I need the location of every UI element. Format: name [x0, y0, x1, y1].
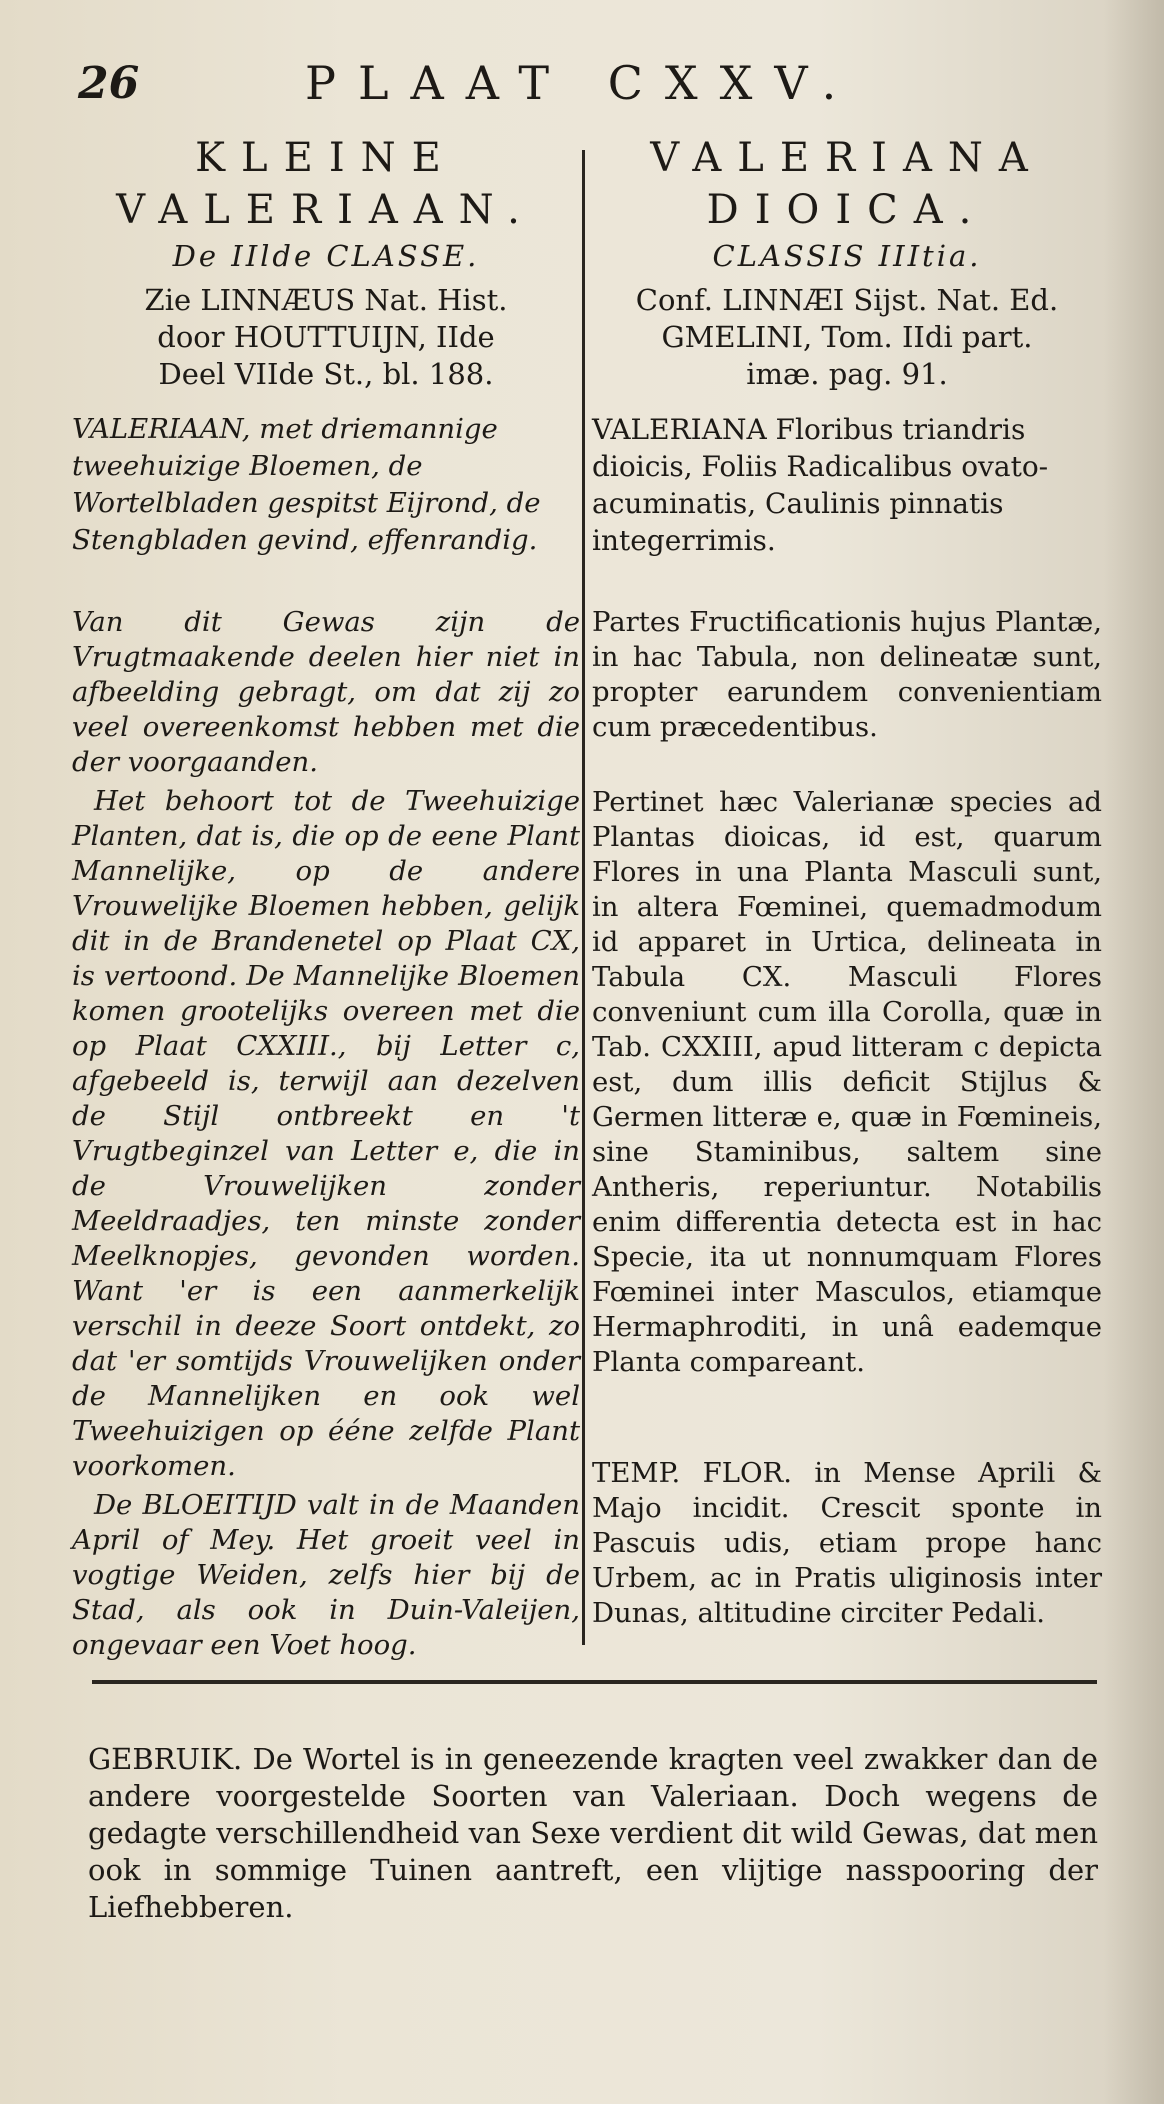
- latin-citation-1: Conf. LINNÆI Sijst. Nat. Ed.: [635, 283, 1059, 317]
- dutch-citation-1: Zie LINNÆUS Nat. Hist.: [144, 283, 508, 317]
- dutch-paragraph-3: De BLOEITIJD valt in de Maanden April of Mey. Het groeit veel in vogtige Weiden, zelfs hier bij de Stad, als ook in Duin-Valeijen, ongevaar een Voet hoog.: [72, 1489, 580, 1661]
- dutch-paragraph-1: Van dit Gewas zijn de Vrugtmaakende deelen hier niet in afbeelding gebragt, om dat zij zo veel overeenkomst hebben met die der voorgaanden.: [72, 606, 580, 778]
- column-divider: [582, 150, 585, 1645]
- page-edge-shadow: [1104, 0, 1164, 2104]
- latin-title-line-1: VALERIANA: [650, 135, 1044, 181]
- dutch-paragraph-2: Het behoort tot de Tweehuizige Planten, dat is, die op de eene Plant Mannelijke, op de andere Vrouwelijke Bloemen hebben, gelijk dit in de Brandenetel op Plaat CX, is vertoond. De Mannelijke Bloemen komen grootelijks overeen met die op Plaat CXXIII., bij Letter c, afgebeeld is, terwijl aan dezelven de Stijl ontbreekt en 't Vrugtbeginzel van Letter e, die in de Vrouwelijken zonder Meeldraadjes, ten minste zonder Meelknopjes, gevonden worden. Want 'er is een aanmerkelijk verschil in deeze Soort ontdekt, zo dat 'er somtijds Vrouwelijken onder de Mannelijken en ook wel Tweehuizigen op ééne zelfde Plant voorkomen.: [72, 785, 580, 1482]
- latin-citation-3: imæ. pag. 91.: [746, 357, 948, 391]
- dutch-title-line-1: KLEINE: [195, 135, 457, 181]
- latin-paragraph-3: TEMP. FLOR. in Mense Aprili & Majo incidit. Crescit sponte in Pascuis udis, etiam prope hanc Urbem, ac in Pratis uliginosis inter Dunas, altitudine circiter Pedali.: [592, 1457, 1102, 1629]
- page-number: 26: [78, 58, 140, 109]
- dutch-title-line-2: VALERIAAN.: [116, 187, 536, 233]
- dutch-diagnosis: VALERIAAN, met driemannige tweehuizige Bloemen, de Wortelbladen gespitst Eijrond, de Stengbladen gevind, effenrandig.: [72, 413, 541, 556]
- latin-class-line: CLASSIS IIItia.: [712, 239, 982, 273]
- dutch-column: [72, 132, 580, 1663]
- latin-paragraph-1: Partes Fructificationis hujus Plantæ, in hac Tabula, non delineatæ sunt, propter earundem convenientiam cum præcedentibus.: [592, 606, 1102, 743]
- latin-citation-2: GMELINI, Tom. IIdi part.: [661, 320, 1033, 354]
- footer-rule: [92, 1680, 1097, 1684]
- usage-note: GEBRUIK. De Wortel is in geneezende kragten veel zwakker dan de andere voorgestelde Soorten van Valeriaan. Doch wegens de gedagte verschillendheid van Sexe verdient dit wild Gewas, dat men ook in sommige Tuinen aantreft, een vlijtige nasspooring der Liefhebberen.: [88, 1742, 1098, 1924]
- dutch-citation-2: door HOUTTUIJN, IIde: [157, 320, 495, 354]
- dutch-citation-3: Deel VIIde St., bl. 188.: [158, 357, 494, 391]
- running-title: PLAAT CXXV.: [305, 56, 859, 110]
- page-header: [70, 52, 1070, 112]
- latin-title-line-2: DIOICA.: [706, 187, 988, 233]
- dutch-class-line: De IIlde CLASSE.: [172, 239, 480, 273]
- latin-diagnosis: VALERIANA Floribus triandris dioicis, Foliis Radicalibus ovato-acuminatis, Caulinis pinnatis integerrimis.: [592, 413, 1049, 557]
- latin-paragraph-2: Pertinet hæc Valerianæ species ad Plantas dioicas, id est, quarum Flores in una Planta Masculi sunt, in altera Fœminei, quemadmodum id apparet in Urtica, delineata in Tabula CX. Masculi Flores conveniunt cum illa Corolla, quæ in Tab. CXXIII, apud litteram c depicta est, dum illis deficit Stijlus & Germen litteræ e, quæ in Fœmineis, sine Staminibus, saltem sine Antheris, reperiuntur. Notabilis enim differentia detecta est in hac Specie, ita ut nonnumquam Flores Fœminei inter Masculos, etiamque Hermaphroditi, in unâ eademque Planta compareant.: [592, 786, 1102, 1378]
- latin-column: [592, 132, 1102, 1631]
